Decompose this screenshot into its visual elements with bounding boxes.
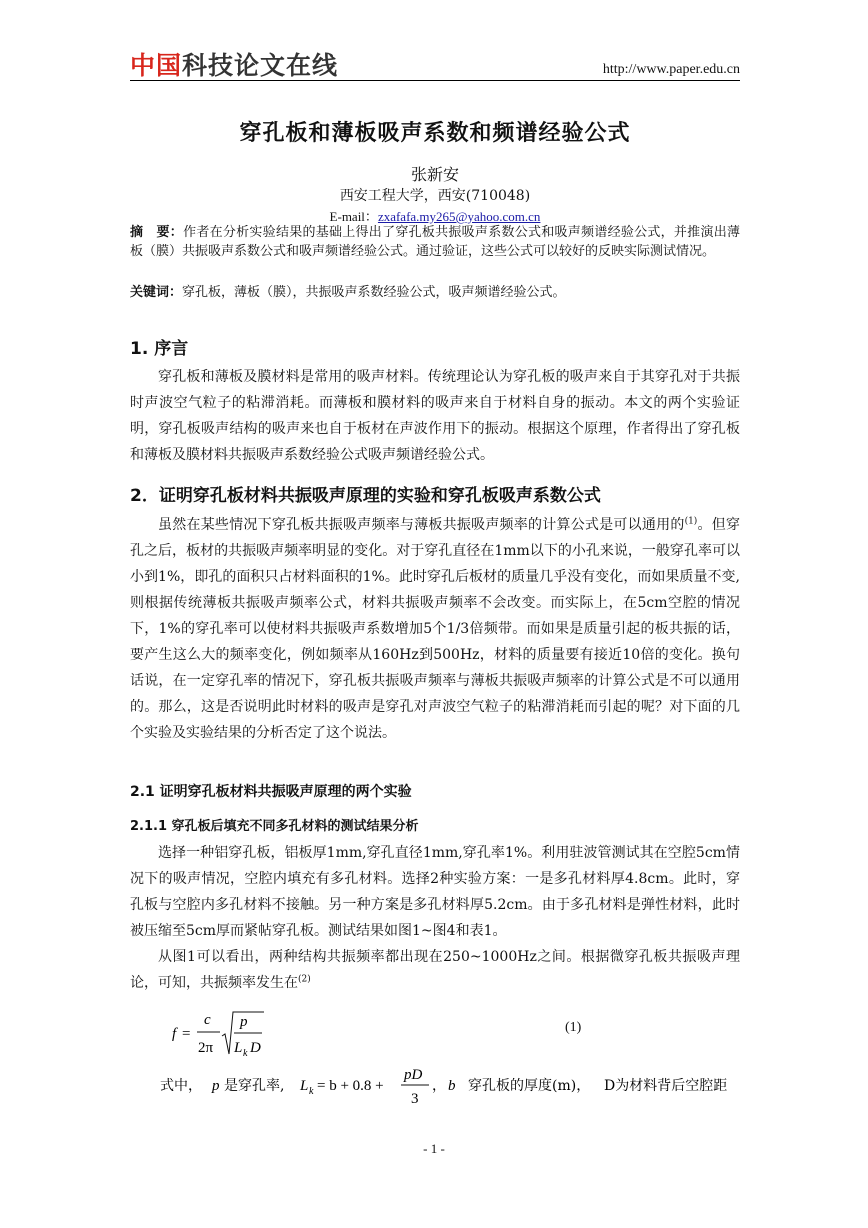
section-2-text-b: 。但穿孔之后，板材的共振吸声频率明显的变化。对于穿孔直径在1mm以下的小孔来说，一般穿孔率可以小到1%，即孔的面积只占材料面积的1%。此时穿孔后板材的质量几乎没有变化，而如果质量不变,则根据传统薄板共振吸声频率公式，材料共振吸声频率不会改变。而实际上，在5cm空腔的情况下，1%的穿孔率可以使材料共振吸声系数增加5个1/3倍频带。而如果是质量引起的板共振的话，要产生这么大的频率变化，例如频率从160Hz到500Hz，材料的质量要有接近10倍的变化。换句话说，在一定穿孔率的情况下，穿孔板共振吸声频率与薄板共振吸声频率的计算公式是不可以通用的。那么，这是否说明此时材料的吸声是穿孔对声波空气粒子的粘滞消耗而引起的呢？对下面的几个实验及实验结果的分析否定了这个说法。 bbox=[130, 517, 741, 741]
email-link[interactable]: zxafafa.my265@yahoo.com.cn bbox=[377, 209, 541, 224]
eq-f: f bbox=[172, 1026, 177, 1042]
section-1-paragraph: 穿孔板和薄板及膜材料是常用的吸声材料。传统理论认为穿孔板的吸声来自于其穿孔对于共振时声波空气粒子的粘滞消耗。而薄板和膜材料的吸声来自于材料自身的振动。本文的两个实验证明，穿孔板吸声结构的吸声来也自于板材在声波作用下的振动。根据这个原理，作者得出了穿孔板和薄板及膜材料共振吸声系数经验公式吸声频谱经验公式。 bbox=[130, 369, 740, 463]
eq-D: D bbox=[250, 1040, 261, 1056]
paper-title: 穿孔板和薄板吸声系数和频谱经验公式 bbox=[239, 121, 631, 146]
eq-c: c bbox=[204, 1012, 211, 1028]
site-logo[interactable] bbox=[130, 52, 338, 80]
equation-1-svg bbox=[172, 1008, 302, 1064]
section-2-1-heading: 2.1 证明穿孔板材料共振吸声原理的两个实验 bbox=[130, 784, 412, 800]
section-2-1-1-paragraph-1: 选择一种铝穿孔板，铝板厚1mm,穿孔直径1mm,穿孔率1%。利用驻波管测试其在空腔5cm情况下的吸声情况，空腔内填充有多孔材料。选择2种实验方案：一是多孔材料厚4.8cm。此时，穿孔板与空腔内多孔材料不接触。另一种方案是多孔材料厚5.2cm。由于多孔材料是弹性材料，此时被压缩至5cm厚而紧帖穿孔板。测试结果如图1~图4和表1。 bbox=[130, 845, 740, 939]
section-1-heading: 1. 序言 bbox=[130, 339, 189, 359]
eq-two-pi: 2π bbox=[198, 1040, 214, 1056]
expl-numerator: pD bbox=[404, 1067, 423, 1083]
eq-k: k bbox=[243, 1048, 248, 1059]
section-2-heading: 2．证明穿孔板材料共振吸声原理的实验和穿孔板吸声系数公式 bbox=[130, 486, 601, 506]
author-affiliation: 西安工程大学，西安(710048) bbox=[339, 188, 531, 204]
section-2-1-1-heading: 2.1.1 穿孔板后填充不同多孔材料的测试结果分析 bbox=[130, 819, 419, 834]
expl-p-text: 是穿孔率, bbox=[224, 1078, 285, 1094]
header-divider bbox=[130, 80, 740, 81]
logo-dark-text: 科技论文在线 bbox=[182, 51, 339, 80]
page-number: - 1 - bbox=[423, 1141, 445, 1156]
section-1-body bbox=[130, 364, 740, 468]
reference-1[interactable]: (1) bbox=[684, 516, 698, 527]
expl-p: p bbox=[212, 1078, 220, 1094]
eq-p: p bbox=[240, 1014, 248, 1030]
expl-prefix: 式中， bbox=[160, 1078, 202, 1094]
section-2-1-1-body bbox=[130, 840, 740, 996]
equation-1 bbox=[172, 1008, 302, 1064]
expl-denominator: 3 bbox=[411, 1091, 419, 1107]
keywords bbox=[130, 283, 740, 302]
reference-2[interactable]: (2) bbox=[298, 974, 311, 985]
expl-b-text: 穿孔板的厚度(m)， bbox=[468, 1078, 591, 1094]
email-label: E-mail： bbox=[329, 209, 378, 224]
formula-explanation-line bbox=[160, 1064, 750, 1108]
expl-L: L bbox=[300, 1078, 309, 1094]
expl-comma: ， bbox=[432, 1078, 446, 1094]
equation-1-number: (1) bbox=[565, 1020, 582, 1035]
formula-explanation-svg bbox=[160, 1064, 750, 1108]
section-2-paragraph bbox=[130, 512, 740, 746]
section-2-1-1-paragraph-2 bbox=[130, 944, 740, 996]
expl-b: b bbox=[448, 1078, 456, 1094]
abstract-label: 摘 要： bbox=[130, 225, 184, 240]
eq-equals: = bbox=[182, 1026, 191, 1042]
logo-red-text: 中国 bbox=[130, 51, 183, 80]
expl-k: k bbox=[309, 1086, 314, 1097]
section-2-1-1-text: 从图1可以看出，两种结构共振频率都出现在250~1000Hz之间。根据微穿孔板共振吸声理论，可知，共振频率发生在 bbox=[130, 949, 740, 991]
abstract bbox=[130, 223, 740, 261]
keywords-text: 穿孔板，薄板（膜），共振吸声系数经验公式，吸声频谱经验公式。 bbox=[182, 285, 566, 300]
keywords-label: 关键词： bbox=[130, 285, 183, 300]
expl-expression: = b + 0.8 + bbox=[317, 1078, 384, 1094]
expl-d-text: D为材料背后空腔距 bbox=[604, 1078, 728, 1094]
section-2-body bbox=[130, 512, 740, 746]
author-name: 张新安 bbox=[410, 165, 459, 184]
site-url[interactable]: http://www.paper.edu.cn bbox=[602, 62, 740, 77]
section-2-text-a: 虽然在某些情况下穿孔板共振吸声频率与薄板共振吸声频率的计算公式是可以通用的 bbox=[158, 517, 685, 533]
eq-L: L bbox=[234, 1040, 243, 1056]
abstract-text: 作者在分析实验结果的基础上得出了穿孔板共振吸声系数公式和吸声频谱经验公式，并推演出薄板（膜）共振吸声系数公式和吸声频谱经验公式。通过验证，这些公式可以较好的反映实际测试情况。 bbox=[130, 225, 740, 259]
